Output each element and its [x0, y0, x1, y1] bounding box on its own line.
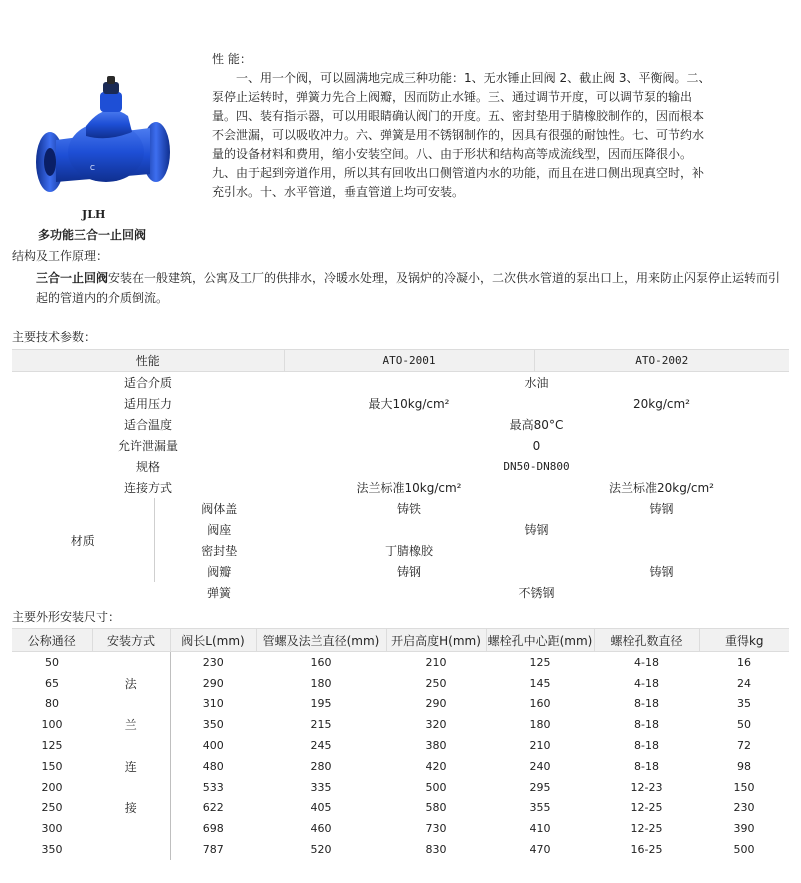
spec-label: 适合温度 [123, 418, 172, 432]
dims-cell: 355 [529, 801, 551, 815]
dims-cell [92, 777, 170, 798]
dims-cell [92, 818, 170, 839]
dims-cell: 16-25 [630, 843, 663, 857]
dims-cell: 230 [733, 801, 755, 815]
dims-cell: 460 [310, 822, 332, 836]
dims-cell: 380 [425, 739, 447, 753]
dims-row [12, 735, 789, 756]
material-part: 阀体盖 [154, 498, 284, 519]
material-part: 阀座 [154, 519, 284, 540]
install-method-char: 连 [124, 759, 137, 774]
spec-label: 适用压力 [123, 397, 172, 411]
dims-cell: 300 [41, 822, 63, 836]
install-method-char: 法 [124, 676, 137, 691]
spec-label: 允许泄漏量 [117, 439, 178, 453]
dims-cell: 150 [41, 759, 63, 773]
dims-cell [92, 839, 170, 860]
dims-cell: 390 [733, 822, 755, 836]
dims-cell: 698 [170, 818, 256, 839]
dims-row [12, 777, 789, 798]
spec-row [12, 582, 789, 603]
dims-cell: 180 [310, 676, 332, 690]
dims-cell: 16 [737, 655, 751, 669]
spec-row [12, 372, 789, 394]
dims-cell: 405 [310, 801, 332, 815]
spec-value: 铸钢 [649, 502, 674, 516]
product-model: JLH [82, 208, 106, 221]
material-part: 弹簧 [206, 586, 231, 600]
spec-table [12, 349, 789, 603]
material-part: 密封垫 [154, 540, 284, 561]
spec-value: 最大10kg/cm² [368, 397, 450, 411]
dims-header-cell: 开启高度H(mm) [386, 629, 486, 652]
dims-header-cell: 螺栓孔中心距(mm) [486, 629, 594, 652]
dims-cell: 98 [737, 759, 751, 773]
performance-title: 性 能： [212, 52, 252, 66]
dims-cell: 533 [170, 777, 256, 798]
dims-header-cell: 安装方式 [92, 629, 170, 652]
dims-cell: 200 [41, 780, 63, 794]
dims-cell: 480 [170, 756, 256, 777]
dims-cell: 335 [310, 780, 332, 794]
install-method-char: 兰 [124, 718, 137, 733]
performance-text: 一、用一个阀，可以圆满地完成三种功能：1、无水锤止回阀 2、截止阀 3、平衡阀。二、泵停止运转时，弹簧力先合上阀瓣，因而防止水锤。三、通过调节开度，可以调节泵的输出量。四、装有指示器，可以用眼睛确认阀门的开度。五、密封垫用于腈橡胶制作的，因而根本不会泄漏，可以吸收冲力。六、弹簧是用不锈钢制作的，因具有很强的耐蚀性。七、可节约水量的设备材料和费用，缩小安装空间。八、由于形状和结构高等成流线型，因而压降很小。九、由于起到旁道作用，所以其有回收出口侧管道内水的功能，而且在进口侧出现真空时，补充引水。十、水平管道，垂直管道上均可安装。 [212, 71, 711, 199]
dims-row [12, 818, 789, 839]
dims-cell: 50 [45, 655, 59, 669]
spec-header-cell: ATO-2002 [534, 350, 789, 372]
dims-cell: 210 [529, 739, 551, 753]
dims-title: 主要外形安装尺寸： [12, 610, 121, 624]
dims-cell: 230 [170, 652, 256, 673]
dims-cell: 830 [425, 843, 447, 857]
dims-cell [92, 652, 170, 673]
spec-value: DN50-DN800 [503, 460, 570, 473]
dims-cell: 145 [529, 676, 551, 690]
material-label: 材质 [70, 533, 95, 548]
dims-cell: 4-18 [634, 655, 659, 669]
spec-row [12, 414, 789, 435]
dims-cell: 195 [310, 697, 332, 711]
dims-cell: 350 [41, 843, 63, 857]
dims-cell [92, 694, 170, 715]
dims-cell: 520 [310, 843, 332, 857]
dims-cell: 8-18 [634, 739, 659, 753]
dims-header-row [12, 629, 789, 652]
spec-value: 最高80°C [509, 418, 564, 432]
dims-cell: 410 [529, 822, 551, 836]
spec-value: 20kg/cm² [633, 396, 690, 411]
spec-value: 铸钢 [396, 565, 421, 579]
spec-row [12, 456, 789, 477]
dims-cell: 250 [41, 801, 63, 815]
dims-row [12, 694, 789, 715]
dims-cell: 210 [425, 655, 447, 669]
dims-row [12, 714, 789, 735]
install-method-char: 接 [124, 801, 137, 816]
dims-cell: 160 [529, 697, 551, 711]
dims-cell: 80 [45, 697, 59, 711]
performance-section [212, 50, 712, 202]
spec-row [12, 498, 789, 519]
spec-title: 主要技术参数： [12, 330, 97, 344]
svg-text:C: C [90, 164, 95, 172]
dims-header-cell: 螺栓孔数直径 [594, 629, 699, 652]
spec-header-cell: 性能 [12, 350, 284, 372]
dims-cell: 500 [733, 843, 755, 857]
dims-cell: 100 [41, 718, 63, 732]
dims-cell: 4-18 [634, 676, 659, 690]
dims-header-cell: 管螺及法兰直径(mm) [256, 629, 386, 652]
dims-cell: 215 [310, 718, 332, 732]
spec-row [12, 477, 789, 498]
dims-cell: 160 [310, 655, 332, 669]
dims-row [12, 673, 789, 694]
dims-cell: 12-25 [630, 822, 663, 836]
dims-row [12, 652, 789, 673]
dims-cell: 35 [737, 697, 751, 711]
spec-value: 不锈钢 [518, 586, 555, 600]
dims-cell: 8-18 [634, 697, 659, 711]
valve-product-image [28, 70, 178, 200]
spec-value: 铸铁 [396, 502, 421, 516]
spec-header-row [12, 350, 789, 372]
structure-title: 结构及工作原理： [12, 249, 109, 263]
structure-text: 安装在一般建筑，公寓及工厂的供排水，冷暖水处理，及锅炉的冷凝小，二次供水管道的泵出口上，用来防止闪泵停止运转而引起的管道内的介质倒流。 [36, 271, 781, 305]
dims-cell: 50 [737, 718, 751, 732]
spec-value: 法兰标准20kg/cm² [609, 481, 714, 495]
spec-header-cell: ATO-2001 [284, 350, 534, 372]
dims-cell: 470 [529, 843, 551, 857]
material-part: 阀瓣 [154, 561, 284, 582]
dims-cell: 180 [529, 718, 551, 732]
dims-body [12, 652, 789, 860]
spec-value: 法兰标准10kg/cm² [356, 481, 462, 495]
dims-cell: 150 [733, 780, 755, 794]
spec-value: 铸钢 [649, 565, 674, 579]
dims-cell: 24 [737, 676, 751, 690]
dims-cell: 580 [425, 801, 447, 815]
dims-cell: 12-23 [630, 780, 663, 794]
spec-row [12, 393, 789, 414]
spec-value: 丁腈橡胶 [384, 544, 433, 558]
dims-cell [92, 735, 170, 756]
spec-label: 适合介质 [123, 376, 172, 390]
dims-cell: 420 [425, 759, 447, 773]
dims-cell: 500 [425, 780, 447, 794]
dims-cell: 295 [529, 780, 551, 794]
spec-value: 0 [532, 438, 541, 453]
spec-label: 规格 [135, 460, 160, 474]
dims-cell: 310 [170, 694, 256, 715]
dims-cell: 280 [310, 759, 332, 773]
dims-header-cell: 公称通径 [12, 629, 92, 652]
dims-cell: 12-25 [630, 801, 663, 815]
dims-cell: 240 [529, 759, 551, 773]
dims-cell: 125 [529, 655, 551, 669]
spec-label: 连接方式 [123, 481, 172, 495]
dims-cell: 8-18 [634, 759, 659, 773]
dims-cell: 320 [425, 718, 447, 732]
structure-bold-term: 三合一止回阀 [36, 271, 109, 285]
spec-value: 水油 [524, 376, 549, 390]
dims-cell: 290 [425, 697, 447, 711]
dims-cell: 72 [737, 739, 751, 753]
dims-cell: 622 [170, 798, 256, 819]
dims-cell: 400 [170, 735, 256, 756]
dims-table [12, 628, 789, 860]
dims-cell: 245 [310, 739, 332, 753]
dims-row [12, 839, 789, 860]
dims-header-cell: 阀长L(mm) [170, 629, 256, 652]
product-name: 多功能三合一止回阀 [38, 228, 147, 242]
spec-value: 铸钢 [524, 523, 549, 537]
dims-cell: 787 [170, 839, 256, 860]
dims-row [12, 798, 789, 819]
dims-cell: 730 [425, 822, 447, 836]
dims-cell: 125 [41, 739, 63, 753]
spec-row [12, 435, 789, 456]
dims-row [12, 756, 789, 777]
dims-cell: 290 [170, 673, 256, 694]
dims-cell: 250 [425, 676, 447, 690]
dims-header-cell: 重得kg [699, 629, 789, 652]
dims-cell: 8-18 [634, 718, 659, 732]
dims-cell: 65 [45, 676, 59, 690]
structure-text-block [36, 268, 788, 308]
dims-cell: 350 [170, 714, 256, 735]
